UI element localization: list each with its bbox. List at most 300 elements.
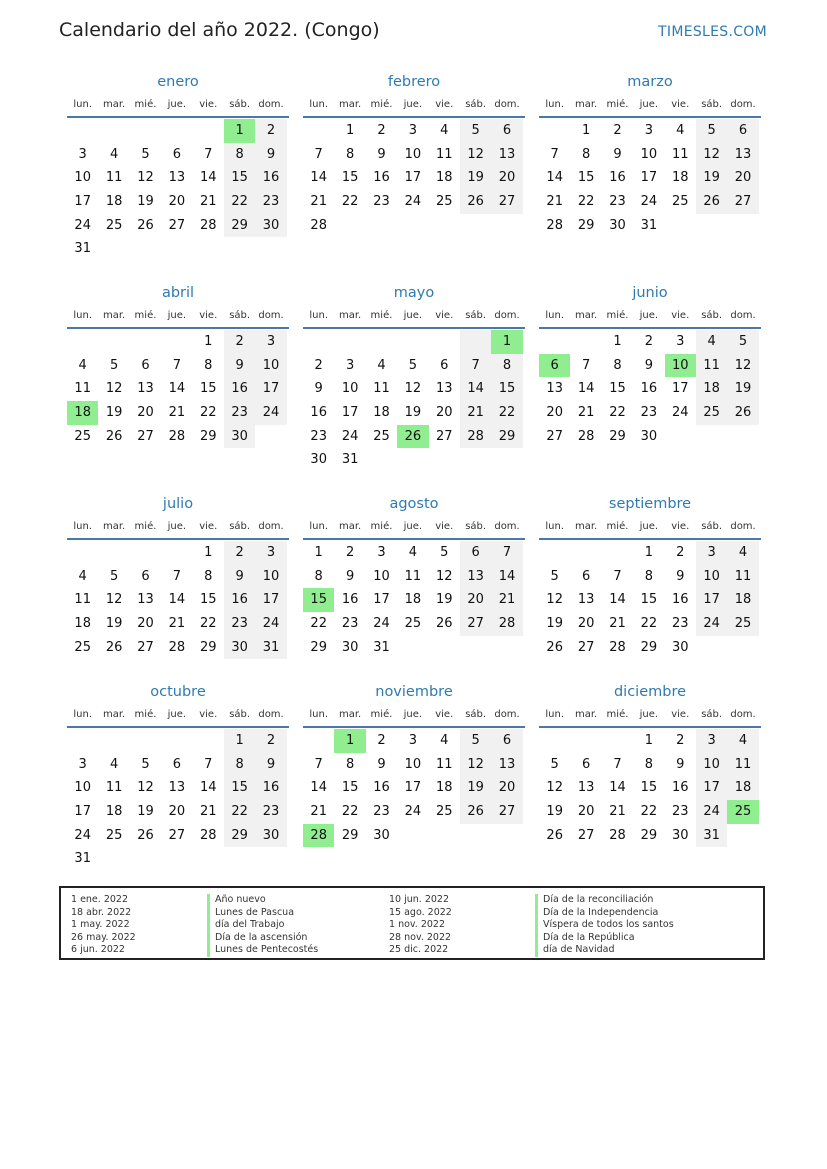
day-cell[interactable]: 23 [224,612,255,636]
day-cell[interactable]: 17 [696,588,727,612]
day-cell[interactable]: 9 [676,756,685,772]
day-cell[interactable]: 13 [168,170,186,186]
day-cell[interactable]: 15 [224,776,255,800]
day-cell[interactable]: 24 [74,217,91,233]
day-cell[interactable]: 16 [373,780,390,796]
day-cell[interactable]: 5 [440,545,449,560]
day-cell[interactable]: 1 [204,334,213,349]
day-cell[interactable]: 1 [581,123,591,138]
day-cell[interactable]: 14 [491,565,522,589]
day-cell[interactable]: 29 [640,639,658,655]
day-cell[interactable]: 8 [491,354,522,378]
day-cell[interactable]: 25 [74,639,91,655]
day-cell[interactable]: 19 [137,194,154,210]
day-cell[interactable]: 3 [255,330,286,354]
day-cell[interactable]: 27 [546,428,563,444]
day-cell[interactable]: 8 [204,357,213,373]
day-cell[interactable]: 9 [676,568,685,584]
day-cell[interactable]: 23 [373,194,390,210]
day-cell[interactable]: 15 [199,592,217,608]
day-cell[interactable]: 28 [609,639,626,655]
day-cell[interactable]: 30 [671,639,689,655]
day-cell[interactable]: 24 [640,194,658,210]
day-cell[interactable]: 29 [640,827,658,843]
day-cell[interactable]: 4 [78,357,87,373]
day-cell[interactable]: 25 [727,612,758,636]
day-cell[interactable]: 29 [341,827,359,843]
day-cell[interactable]: 11 [404,568,422,584]
day-cell[interactable]: 1 [345,123,355,138]
day-cell[interactable]: 5 [460,729,491,753]
day-cell[interactable]: 31 [640,217,658,233]
day-cell[interactable]: 4 [78,568,87,584]
day-cell[interactable]: 24 [341,428,359,444]
day-cell[interactable]: 12 [404,381,422,397]
day-cell[interactable]: 13 [577,780,595,796]
day-cell[interactable]: 21 [199,804,217,820]
day-cell[interactable]: 30 [341,639,359,655]
day-cell[interactable]: 21 [310,194,327,210]
day-cell[interactable]: 27 [727,190,758,214]
day-cell[interactable]: 3 [78,146,87,162]
day-cell[interactable]: 30 [373,827,390,843]
day-cell[interactable]: 9 [224,354,255,378]
day-cell[interactable]: 15 [640,592,658,608]
day-cell[interactable]: 21 [168,405,186,421]
day-cell[interactable]: 11 [696,354,727,378]
day-cell[interactable]: 24 [671,405,689,421]
day-cell[interactable]: 25 [105,827,123,843]
day-cell[interactable]: 14 [609,592,626,608]
day-cell[interactable]: 12 [137,780,154,796]
day-cell[interactable]: 14 [577,381,595,397]
holiday-day[interactable]: 1 [491,330,522,354]
day-cell[interactable]: 2 [255,119,286,143]
day-cell[interactable]: 23 [609,194,626,210]
day-cell[interactable]: 30 [224,636,255,660]
day-cell[interactable]: 3 [408,733,417,748]
day-cell[interactable]: 14 [546,170,563,186]
day-cell[interactable]: 5 [460,119,491,143]
day-cell[interactable]: 22 [310,616,327,632]
day-cell[interactable]: 6 [491,729,522,753]
day-cell[interactable]: 8 [345,146,355,162]
day-cell[interactable]: 31 [255,636,286,660]
day-cell[interactable]: 28 [199,827,217,843]
day-cell[interactable]: 20 [546,405,563,421]
day-cell[interactable]: 17 [671,381,689,397]
day-cell[interactable]: 23 [341,616,359,632]
day-cell[interactable]: 9 [377,756,386,772]
day-cell[interactable]: 25 [105,217,123,233]
day-cell[interactable]: 19 [105,616,123,632]
day-cell[interactable]: 22 [341,194,359,210]
day-cell[interactable]: 22 [341,804,359,820]
day-cell[interactable]: 5 [109,357,119,373]
day-cell[interactable]: 24 [404,804,422,820]
day-cell[interactable]: 21 [199,194,217,210]
day-cell[interactable]: 14 [460,377,491,401]
day-cell[interactable]: 14 [310,780,327,796]
holiday-day[interactable]: 26 [397,425,428,449]
day-cell[interactable]: 4 [727,541,758,565]
day-cell[interactable]: 9 [345,568,355,584]
day-cell[interactable]: 12 [105,381,123,397]
day-cell[interactable]: 26 [696,190,727,214]
day-cell[interactable]: 23 [255,800,286,824]
day-cell[interactable]: 5 [696,119,727,143]
day-cell[interactable]: 15 [609,381,626,397]
day-cell[interactable]: 2 [224,541,255,565]
day-cell[interactable]: 18 [404,592,422,608]
day-cell[interactable]: 30 [609,217,626,233]
day-cell[interactable]: 11 [105,170,123,186]
day-cell[interactable]: 30 [224,425,255,449]
day-cell[interactable]: 27 [577,639,595,655]
holiday-day[interactable]: 25 [727,800,758,824]
day-cell[interactable]: 27 [137,428,154,444]
day-cell[interactable]: 16 [255,776,286,800]
day-cell[interactable]: 9 [644,357,653,373]
day-cell[interactable]: 18 [671,170,689,186]
day-cell[interactable]: 24 [696,800,727,824]
day-cell[interactable]: 30 [640,428,658,444]
day-cell[interactable]: 19 [460,776,491,800]
day-cell[interactable]: 15 [224,166,255,190]
day-cell[interactable]: 6 [141,568,150,584]
day-cell[interactable]: 20 [577,804,595,820]
day-cell[interactable]: 10 [404,146,422,162]
day-cell[interactable]: 24 [373,616,390,632]
day-cell[interactable]: 12 [546,780,563,796]
day-cell[interactable]: 28 [168,428,186,444]
day-cell[interactable]: 18 [435,780,453,796]
day-cell[interactable]: 17 [74,804,91,820]
day-cell[interactable]: 16 [224,377,255,401]
day-cell[interactable]: 8 [224,753,255,777]
day-cell[interactable]: 29 [577,217,595,233]
day-cell[interactable]: 22 [609,405,626,421]
day-cell[interactable]: 25 [435,804,453,820]
day-cell[interactable]: 6 [440,357,449,373]
day-cell[interactable]: 6 [460,541,491,565]
day-cell[interactable]: 25 [404,616,422,632]
day-cell[interactable]: 7 [314,146,323,162]
day-cell[interactable]: 7 [613,568,622,584]
day-cell[interactable]: 4 [408,545,417,560]
day-cell[interactable]: 2 [676,733,685,748]
day-cell[interactable]: 17 [373,592,390,608]
day-cell[interactable]: 7 [172,568,181,584]
day-cell[interactable]: 10 [74,780,91,796]
day-cell[interactable]: 4 [727,729,758,753]
day-cell[interactable]: 27 [168,217,186,233]
day-cell[interactable]: 17 [341,405,359,421]
day-cell[interactable]: 2 [377,123,386,138]
day-cell[interactable]: 22 [640,804,658,820]
day-cell[interactable]: 6 [581,756,591,772]
holiday-day[interactable]: 1 [224,119,255,143]
holiday-day[interactable]: 10 [665,354,696,378]
day-cell[interactable]: 31 [74,241,91,257]
day-cell[interactable]: 30 [310,452,327,468]
day-cell[interactable]: 2 [644,334,653,349]
day-cell[interactable]: 17 [404,170,422,186]
day-cell[interactable]: 9 [224,565,255,589]
day-cell[interactable]: 8 [581,146,591,162]
day-cell[interactable]: 26 [435,616,453,632]
day-cell[interactable]: 16 [373,170,390,186]
day-cell[interactable]: 29 [224,214,255,238]
day-cell[interactable]: 16 [671,592,689,608]
day-cell[interactable]: 11 [105,780,123,796]
day-cell[interactable]: 17 [640,170,658,186]
day-cell[interactable]: 9 [255,753,286,777]
day-cell[interactable]: 21 [168,616,186,632]
day-cell[interactable]: 9 [613,146,622,162]
day-cell[interactable]: 28 [168,639,186,655]
day-cell[interactable]: 4 [440,123,449,138]
day-cell[interactable]: 5 [408,357,417,373]
day-cell[interactable]: 17 [255,588,286,612]
day-cell[interactable]: 12 [460,143,491,167]
day-cell[interactable]: 15 [577,170,595,186]
day-cell[interactable]: 7 [491,541,522,565]
day-cell[interactable]: 5 [550,568,559,584]
day-cell[interactable]: 21 [491,588,522,612]
day-cell[interactable]: 3 [696,541,727,565]
day-cell[interactable]: 26 [105,428,123,444]
day-cell[interactable]: 3 [408,123,417,138]
brand-logo[interactable]: TIMESLES.COM [658,24,767,40]
day-cell[interactable]: 16 [224,588,255,612]
day-cell[interactable]: 11 [727,565,758,589]
day-cell[interactable]: 7 [204,146,213,162]
day-cell[interactable]: 13 [577,592,595,608]
day-cell[interactable]: 27 [460,612,491,636]
day-cell[interactable]: 6 [727,119,758,143]
day-cell[interactable]: 21 [577,405,595,421]
day-cell[interactable]: 23 [640,405,658,421]
day-cell[interactable]: 1 [204,545,213,560]
day-cell[interactable]: 12 [435,568,453,584]
day-cell[interactable]: 11 [74,381,91,397]
day-cell[interactable]: 2 [224,330,255,354]
day-cell[interactable]: 21 [310,804,327,820]
day-cell[interactable]: 11 [435,146,453,162]
day-cell[interactable]: 19 [546,804,563,820]
day-cell[interactable]: 29 [224,824,255,848]
day-cell[interactable]: 15 [640,780,658,796]
day-cell[interactable]: 15 [341,170,359,186]
day-cell[interactable]: 27 [577,827,595,843]
day-cell[interactable]: 13 [137,381,154,397]
day-cell[interactable]: 27 [491,190,522,214]
day-cell[interactable]: 7 [550,146,559,162]
day-cell[interactable]: 23 [310,428,327,444]
day-cell[interactable]: 8 [204,568,213,584]
day-cell[interactable]: 16 [609,170,626,186]
day-cell[interactable]: 21 [460,401,491,425]
day-cell[interactable]: 6 [141,357,150,373]
day-cell[interactable]: 8 [644,568,653,584]
day-cell[interactable]: 28 [491,612,522,636]
day-cell[interactable]: 10 [74,170,91,186]
day-cell[interactable]: 24 [696,612,727,636]
day-cell[interactable]: 16 [671,780,689,796]
day-cell[interactable]: 8 [644,756,653,772]
day-cell[interactable]: 22 [491,401,522,425]
day-cell[interactable]: 19 [435,592,453,608]
day-cell[interactable]: 24 [404,194,422,210]
day-cell[interactable]: 18 [105,194,123,210]
day-cell[interactable]: 10 [255,565,286,589]
day-cell[interactable]: 17 [404,780,422,796]
day-cell[interactable]: 2 [676,545,685,560]
day-cell[interactable]: 27 [168,827,186,843]
day-cell[interactable]: 26 [546,827,563,843]
day-cell[interactable]: 29 [199,428,217,444]
day-cell[interactable]: 14 [199,780,217,796]
day-cell[interactable]: 4 [696,330,727,354]
holiday-day[interactable]: 6 [539,354,570,378]
day-cell[interactable]: 1 [613,334,622,349]
day-cell[interactable]: 6 [172,756,181,772]
day-cell[interactable]: 20 [435,405,453,421]
day-cell[interactable]: 19 [460,166,491,190]
day-cell[interactable]: 20 [168,194,186,210]
day-cell[interactable]: 26 [105,639,123,655]
day-cell[interactable]: 12 [137,170,154,186]
day-cell[interactable]: 7 [613,756,622,772]
day-cell[interactable]: 23 [224,401,255,425]
day-cell[interactable]: 13 [435,381,453,397]
day-cell[interactable]: 21 [546,194,563,210]
day-cell[interactable]: 17 [74,194,91,210]
holiday-day[interactable]: 1 [334,729,365,753]
day-cell[interactable]: 22 [224,190,255,214]
day-cell[interactable]: 26 [546,639,563,655]
day-cell[interactable]: 19 [546,616,563,632]
day-cell[interactable]: 14 [609,780,626,796]
day-cell[interactable]: 30 [255,824,286,848]
day-cell[interactable]: 14 [168,592,186,608]
day-cell[interactable]: 9 [255,143,286,167]
day-cell[interactable]: 18 [727,588,758,612]
day-cell[interactable]: 25 [671,194,689,210]
day-cell[interactable]: 19 [727,377,758,401]
day-cell[interactable]: 7 [172,357,181,373]
day-cell[interactable]: 3 [696,729,727,753]
day-cell[interactable]: 26 [460,190,491,214]
day-cell[interactable]: 25 [373,428,390,444]
day-cell[interactable]: 31 [341,452,359,468]
holiday-day[interactable]: 28 [303,824,334,848]
day-cell[interactable]: 26 [137,217,154,233]
day-cell[interactable]: 3 [644,123,653,138]
day-cell[interactable]: 23 [671,804,689,820]
day-cell[interactable]: 20 [137,405,154,421]
day-cell[interactable]: 17 [696,776,727,800]
day-cell[interactable]: 19 [105,405,123,421]
day-cell[interactable]: 10 [255,354,286,378]
day-cell[interactable]: 14 [310,170,327,186]
day-cell[interactable]: 28 [546,217,563,233]
day-cell[interactable]: 12 [727,354,758,378]
day-cell[interactable]: 30 [255,214,286,238]
day-cell[interactable]: 31 [696,824,727,848]
day-cell[interactable]: 3 [345,357,355,373]
day-cell[interactable]: 19 [696,166,727,190]
day-cell[interactable]: 20 [491,776,522,800]
day-cell[interactable]: 7 [581,357,591,373]
day-cell[interactable]: 31 [373,639,390,655]
day-cell[interactable]: 25 [435,194,453,210]
day-cell[interactable]: 5 [141,756,150,772]
day-cell[interactable]: 23 [373,804,390,820]
day-cell[interactable]: 7 [204,756,213,772]
day-cell[interactable]: 13 [460,565,491,589]
day-cell[interactable]: 2 [255,729,286,753]
day-cell[interactable]: 22 [199,616,217,632]
day-cell[interactable]: 29 [310,639,327,655]
day-cell[interactable]: 3 [78,756,87,772]
day-cell[interactable]: 20 [460,588,491,612]
day-cell[interactable]: 20 [137,616,154,632]
day-cell[interactable]: 5 [550,756,559,772]
day-cell[interactable]: 7 [460,354,491,378]
day-cell[interactable]: 13 [546,381,563,397]
day-cell[interactable]: 13 [727,143,758,167]
day-cell[interactable]: 29 [199,639,217,655]
day-cell[interactable]: 11 [727,753,758,777]
day-cell[interactable]: 28 [577,428,595,444]
day-cell[interactable]: 16 [341,592,359,608]
day-cell[interactable]: 16 [640,381,658,397]
day-cell[interactable]: 5 [141,146,150,162]
day-cell[interactable]: 10 [696,753,727,777]
day-cell[interactable]: 28 [310,217,327,233]
day-cell[interactable]: 4 [440,733,449,748]
day-cell[interactable]: 26 [460,800,491,824]
day-cell[interactable]: 26 [137,827,154,843]
day-cell[interactable]: 27 [491,800,522,824]
day-cell[interactable]: 15 [341,780,359,796]
day-cell[interactable]: 30 [671,827,689,843]
day-cell[interactable]: 11 [435,756,453,772]
day-cell[interactable]: 7 [314,756,323,772]
day-cell[interactable]: 1 [314,545,323,560]
day-cell[interactable]: 27 [435,428,453,444]
day-cell[interactable]: 12 [460,753,491,777]
day-cell[interactable]: 1 [644,545,653,560]
day-cell[interactable]: 13 [137,592,154,608]
day-cell[interactable]: 1 [224,729,255,753]
day-cell[interactable]: 24 [74,827,91,843]
day-cell[interactable]: 12 [105,592,123,608]
day-cell[interactable]: 13 [491,143,522,167]
day-cell[interactable]: 24 [255,401,286,425]
day-cell[interactable]: 28 [460,425,491,449]
day-cell[interactable]: 23 [671,616,689,632]
day-cell[interactable]: 2 [377,733,386,748]
day-cell[interactable]: 10 [640,146,658,162]
day-cell[interactable]: 17 [255,377,286,401]
day-cell[interactable]: 13 [168,780,186,796]
day-cell[interactable]: 19 [137,804,154,820]
day-cell[interactable]: 11 [74,592,91,608]
day-cell[interactable]: 3 [377,545,386,560]
